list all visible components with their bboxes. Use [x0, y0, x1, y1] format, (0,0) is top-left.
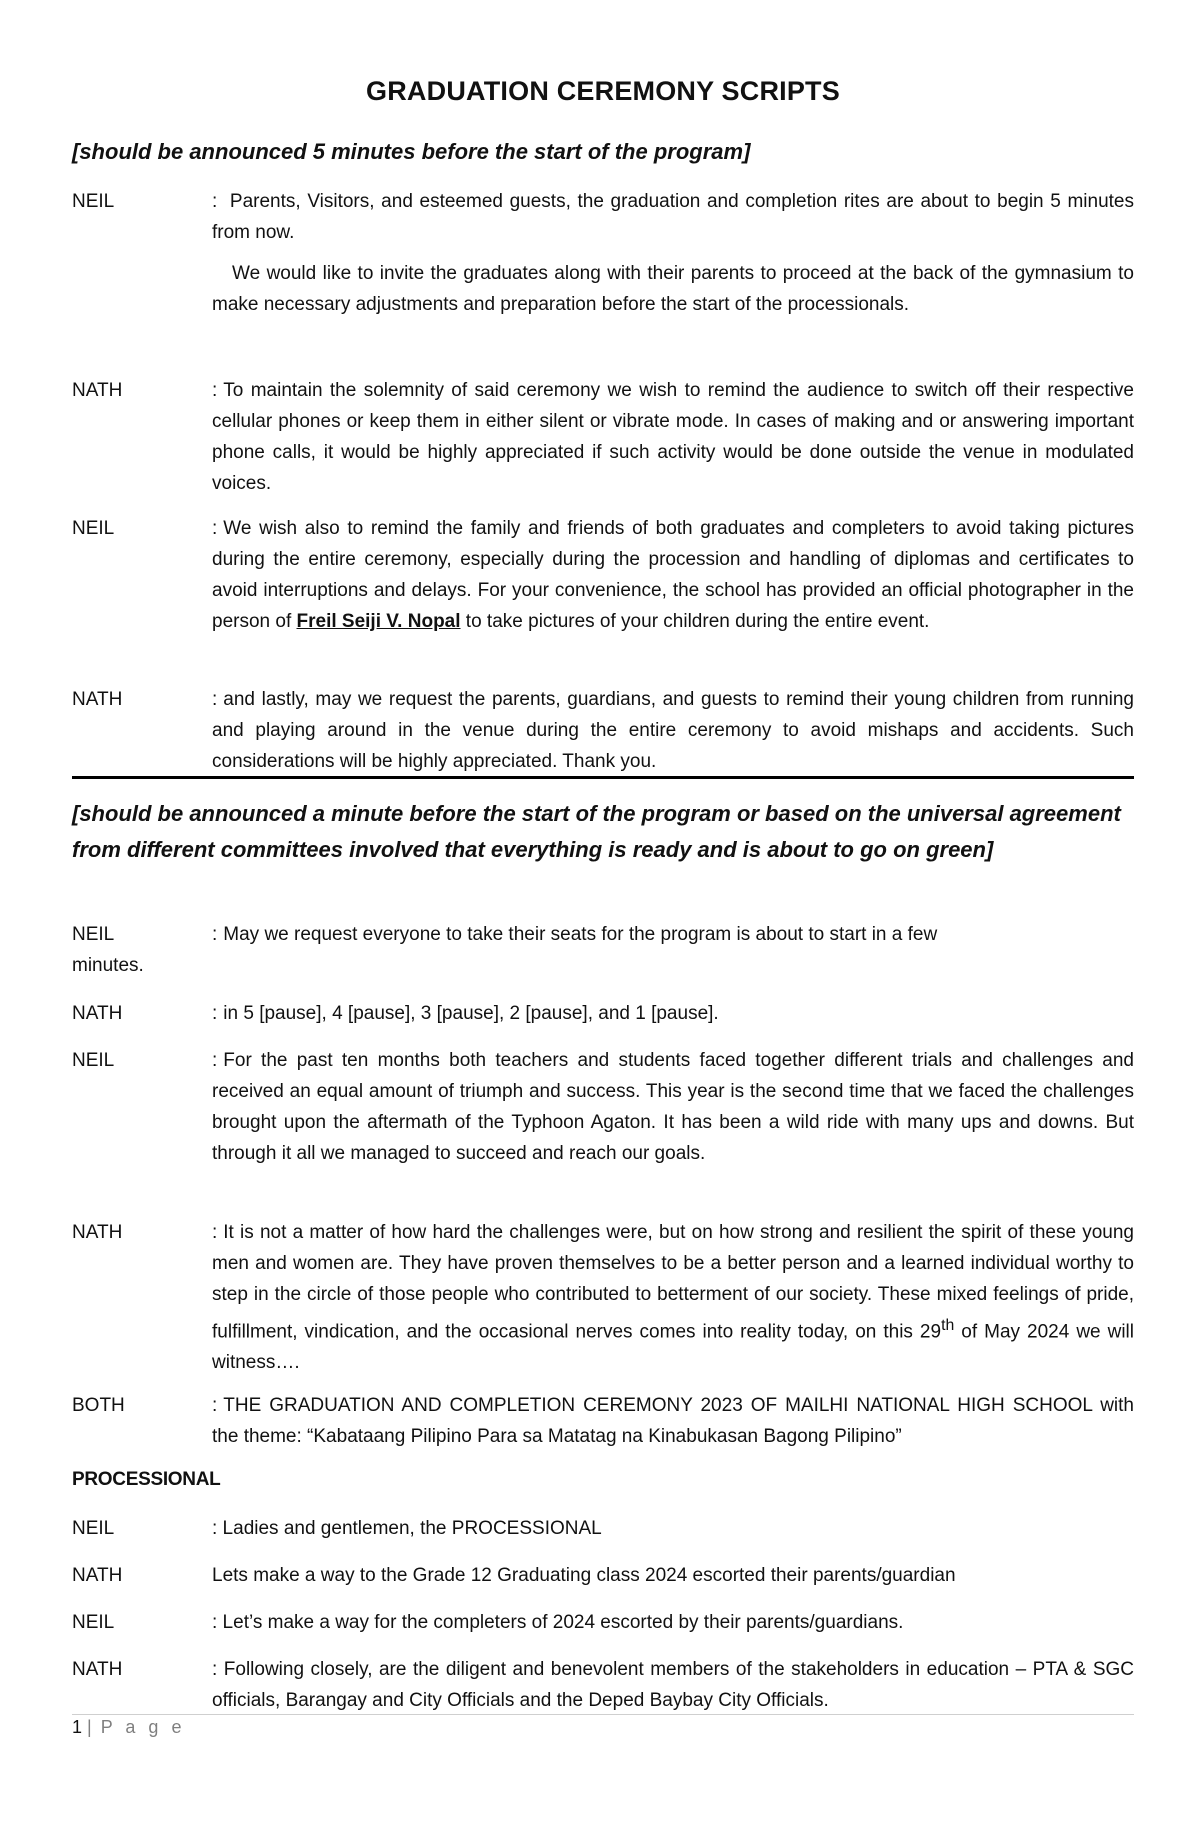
speaker-line-wrap: minutes. [72, 955, 144, 976]
speaker-line: : Ladies and gentlemen, the PROCESSIONAL [212, 1518, 602, 1539]
speaker-label: NATH [72, 1003, 123, 1024]
speaker-label: NATH [72, 1222, 123, 1243]
section-divider [72, 776, 1134, 779]
speaker-label: NATH [72, 689, 123, 710]
speaker-line: : in 5 [pause], 4 [pause], 3 [pause], 2 [pause], and 1 [pause]. [212, 1003, 719, 1024]
page-footer [72, 1714, 1134, 1738]
speaker-label: NATH [72, 380, 123, 401]
speaker-label: NEIL [72, 924, 115, 945]
speaker-line: : We wish also to remind the family and friends of both graduates and completers to avoid taking pictures during the entire ceremony, especially during the procession and handling of diplomas and certificates to avoid interruptions and delays. For your convenience, the school has provided an official photographer in the person of Freil Seiji V. Nopal to take pictures of your children during the entire event. [212, 518, 1134, 632]
speaker-line: : THE GRADUATION AND COMPLETION CEREMONY 2023 OF MAILHI NATIONAL HIGH SCHOOL with the theme: “Kabataang Pilipino Para sa Matatag na Kinabukasan Bagong Pilipino” [212, 1395, 1134, 1447]
speaker-label: NEIL [72, 1612, 115, 1633]
speaker-line: Lets make a way to the Grade 12 Graduating class 2024 escorted their parents/guardian [212, 1565, 956, 1586]
speaker-line: : and lastly, may we request the parents, guardians, and guests to remind their young children from running and playing around in the venue during the entire ceremony to avoid mishaps and accidents. Such considerations will be highly appreciated. Thank you. [212, 689, 1134, 772]
speaker-line: : To maintain the solemnity of said ceremony we wish to remind the audience to switch off their respective cellular phones or keep them in either silent or vibrate mode. In cases of making and or answering important phone calls, it would be highly appreciated if such activity would be done outside the venue in modulated voices. [212, 380, 1134, 494]
speaker-label: NEIL [72, 1050, 115, 1071]
speaker-label: NEIL [72, 191, 115, 212]
speaker-line: : May we request everyone to take their seats for the program is about to start in a few [212, 924, 938, 945]
speaker-label: BOTH [72, 1395, 125, 1416]
speaker-line: : For the past ten months both teachers and students faced together different trials and challenges and received an equal amount of triumph and success. This year is the second time that we faced the challenges brought upon the aftermath of the Typhoon Agaton. It has been a wild ride with many ups and downs. But through it all we managed to succeed and reach our goals. [212, 1050, 1134, 1164]
speaker-label: NATH [72, 1659, 123, 1680]
page-separator: | [87, 1717, 96, 1737]
speaker-line: : It is not a matter of how hard the challenges were, but on how strong and resilient the spirit of these young men and women are. They have proven themselves to be a better person and a learned individual worthy to step in the circle of those people who contributed to betterment of our society. These mixed feelings of pride, fulfillment, vindication, and the occasional nerves comes into reality today, on this 29th of May 2024 we will witness…. [212, 1222, 1135, 1374]
speaker-label: NEIL [72, 1518, 115, 1539]
speaker-label: NEIL [72, 518, 115, 539]
speaker-line: : Parents, Visitors, and esteemed guests, the graduation and completion rites are about to begin 5 minutes from now. We would like to invite the graduates along with their parents to proceed at the back of the gymnasium to make necessary adjustments and preparation before the start of the processionals. [212, 191, 1134, 315]
section-heading: PROCESSIONAL [72, 1469, 221, 1490]
announcement-note-2: [should be announced a minute before the start of the program or based on the universal agreement from different committees involved that everything is ready and is about to go on green] [72, 801, 1121, 862]
speaker-label: NATH [72, 1565, 123, 1586]
page-number: 1 [72, 1717, 83, 1737]
speaker-line: : Let’s make a way for the completers of 2024 escorted by their parents/guardians. [212, 1612, 904, 1633]
speaker-line: : Following closely, are the diligent and benevolent members of the stakeholders in education – PTA & SGC officials, Barangay and City Officials and the Deped Baybay City Officials. [212, 1659, 1134, 1711]
page-title: GRADUATION CEREMONY SCRIPTS [366, 76, 840, 106]
page-label: P a g e [100, 1717, 186, 1737]
announcement-note-1: [should be announced 5 minutes before the start of the program] [72, 139, 751, 164]
photographer-name: Freil Seiji V. Nopal [296, 611, 461, 632]
